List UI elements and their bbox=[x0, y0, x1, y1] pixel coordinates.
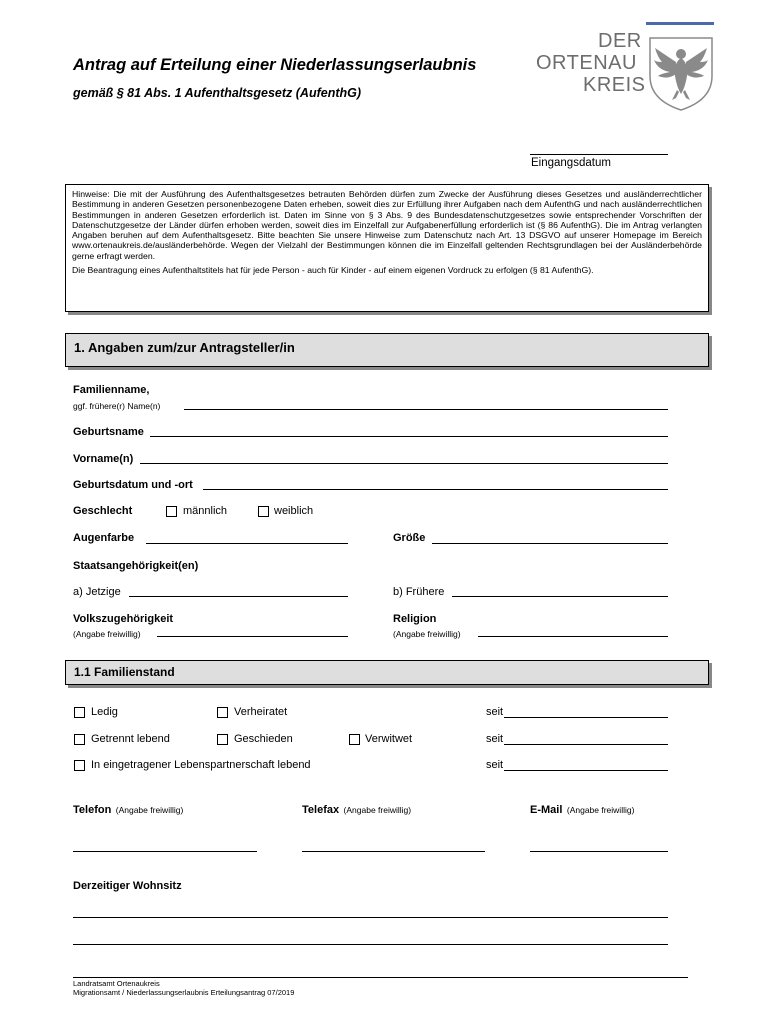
hinweise-box bbox=[65, 184, 709, 312]
geburtsdatum-label: Geburtsdatum und -ort bbox=[73, 479, 193, 491]
verheiratet-checkbox[interactable] bbox=[217, 707, 228, 718]
hinweise-paragraph-1: Hinweise: Die mit der Ausführung des Aufenthaltsgesetzes betrauten Behörden dürfen zum Zwecke der Ausführung dieses Gesetzes und ausländerrechtlicher Bestimmung in anderen Gesetzen personenbezogene Daten erheben, soweit dies zur Erfüllung ihrer Aufgaben nach dem AufenthG und nach ausländerrechtlichen Bestimmungen in anderen Gesetzen erforderlich ist. Daten im Sinne von § 3 Abs. 9 des Bundesdatenschutzgesetzes sowie entsprechender Vorschriften der Datenschutzgesetze der Länder dürfen erhoben werden, soweit dies im Einzelfall zur Aufgabenerfüllung erforderlich ist (§ 86 AufenthG). Die im Antrag verlangten Angaben beruhen auf dem Aufenthaltsgesetz. Bitte beachten Sie unsere Hinweise zum Datenschutz nach Art. 13 DSGVO auf unserer Homepage im Bereich www.ortenaukreis.de/ausländerbehörde. Wegen der Vielzahl der Bestimmungen können die im Einzelfall geltenden Rechtsgrundlagen bei der Ausländerbehörde gerne erfragt werden. bbox=[72, 189, 702, 261]
section-1-heading: 1. Angaben zum/zur Antragsteller/in bbox=[65, 333, 709, 367]
telefax-label: Telefax bbox=[302, 804, 340, 816]
religion-freiwillig: (Angabe freiwillig) bbox=[393, 629, 461, 639]
email-field[interactable] bbox=[530, 851, 668, 852]
verwitwet-checkbox[interactable] bbox=[349, 734, 360, 745]
telefon-freiwillig: (Angabe freiwillig) bbox=[115, 805, 184, 815]
geburtsname-label: Geburtsname bbox=[73, 426, 144, 438]
seit-label-3: seit bbox=[486, 759, 504, 771]
footer-divider bbox=[73, 977, 688, 978]
eingangsdatum-line bbox=[530, 154, 668, 155]
religion-label: Religion bbox=[393, 613, 437, 625]
geschieden-label: Geschieden bbox=[234, 733, 293, 745]
staatsangehoerigkeit-label: Staatsangehörigkeit(en) bbox=[73, 560, 199, 572]
vorname-label: Vorname(n) bbox=[73, 453, 134, 465]
hinweise-paragraph-2: Die Beantragung eines Aufenthaltstitels hat für jede Person - auch für Kinder - auf einem eigenen Vordruck zu erfolgen (§ 81 AufenthG). bbox=[72, 265, 594, 276]
religion-field[interactable] bbox=[478, 636, 668, 637]
seit-field-2[interactable] bbox=[504, 744, 668, 745]
geburtsdatum-field[interactable] bbox=[203, 489, 668, 490]
geburtsname-field[interactable] bbox=[150, 436, 668, 437]
ledig-label: Ledig bbox=[91, 706, 118, 718]
fruehere-field[interactable] bbox=[452, 596, 668, 597]
eagle-icon bbox=[646, 32, 716, 112]
geschieden-checkbox[interactable] bbox=[217, 734, 228, 745]
geschlecht-label: Geschlecht bbox=[73, 505, 133, 517]
eingangsdatum-label: Eingangsdatum bbox=[531, 157, 611, 169]
telefon-label: Telefon bbox=[73, 804, 112, 816]
logo-line-3: KREIS bbox=[583, 74, 646, 96]
lebenspartnerschaft-label: In eingetragener Lebenspartnerschaft lebend bbox=[91, 759, 311, 771]
lebenspartnerschaft-checkbox[interactable] bbox=[74, 760, 85, 771]
seit-label-2: seit bbox=[486, 733, 504, 745]
seit-field-1[interactable] bbox=[504, 717, 668, 718]
ortenaukreis-logo bbox=[536, 22, 716, 114]
telefon-label-group bbox=[73, 800, 183, 818]
maennlich-checkbox[interactable] bbox=[166, 506, 177, 517]
getrennt-label: Getrennt lebend bbox=[91, 733, 170, 745]
wohnsitz-field-1[interactable] bbox=[73, 917, 668, 918]
ledig-checkbox[interactable] bbox=[74, 707, 85, 718]
getrennt-checkbox[interactable] bbox=[74, 734, 85, 745]
jetzige-field[interactable] bbox=[129, 596, 348, 597]
jetzige-label: a) Jetzige bbox=[73, 586, 121, 598]
familienname-field[interactable] bbox=[184, 409, 668, 410]
verwitwet-label: Verwitwet bbox=[365, 733, 413, 745]
form-subtitle: gemäß § 81 Abs. 1 Aufenthaltsgesetz (AufenthG) bbox=[73, 86, 362, 100]
volkszugehoerigkeit-field[interactable] bbox=[157, 636, 348, 637]
email-freiwillig: (Angabe freiwillig) bbox=[566, 805, 635, 815]
telefax-freiwillig: (Angabe freiwillig) bbox=[343, 805, 412, 815]
fruehere-label: b) Frühere bbox=[393, 586, 445, 598]
fruehere-name-label: ggf. frühere(r) Name(n) bbox=[73, 401, 161, 411]
section-1-1-heading: 1.1 Familienstand bbox=[65, 660, 709, 685]
familienname-label: Familienname, bbox=[73, 384, 150, 396]
telefon-field[interactable] bbox=[73, 851, 257, 852]
volkszugehoerigkeit-freiwillig: (Angabe freiwillig) bbox=[73, 629, 141, 639]
telefax-label-group bbox=[302, 800, 411, 818]
verheiratet-label: Verheiratet bbox=[234, 706, 288, 718]
footer-line-2: Migrationsamt / Niederlassungserlaubnis Erteilungsantrag 07/2019 bbox=[73, 988, 295, 997]
weiblich-checkbox[interactable] bbox=[258, 506, 269, 517]
seit-field-3[interactable] bbox=[504, 770, 668, 771]
footer-line-1: Landratsamt Ortenaukreis bbox=[73, 979, 160, 988]
augenfarbe-field[interactable] bbox=[146, 543, 348, 544]
logo-accent-bar bbox=[646, 22, 714, 25]
form-title: Antrag auf Erteilung einer Niederlassungserlaubnis bbox=[73, 56, 477, 74]
email-label-group bbox=[530, 800, 634, 818]
maennlich-label: männlich bbox=[183, 505, 228, 517]
volkszugehoerigkeit-label: Volkszugehörigkeit bbox=[73, 613, 174, 625]
weiblich-label: weiblich bbox=[274, 505, 314, 517]
groesse-field[interactable] bbox=[432, 543, 668, 544]
logo-line-2: ORTENAU bbox=[536, 52, 637, 74]
logo-line-1: DER bbox=[598, 30, 642, 52]
groesse-label: Größe bbox=[393, 532, 426, 544]
vorname-field[interactable] bbox=[140, 463, 668, 464]
wohnsitz-field-2[interactable] bbox=[73, 944, 668, 945]
telefax-field[interactable] bbox=[302, 851, 485, 852]
email-label: E-Mail bbox=[530, 804, 563, 816]
augenfarbe-label: Augenfarbe bbox=[73, 532, 135, 544]
wohnsitz-label: Derzeitiger Wohnsitz bbox=[73, 880, 182, 892]
seit-label-1: seit bbox=[486, 706, 504, 718]
